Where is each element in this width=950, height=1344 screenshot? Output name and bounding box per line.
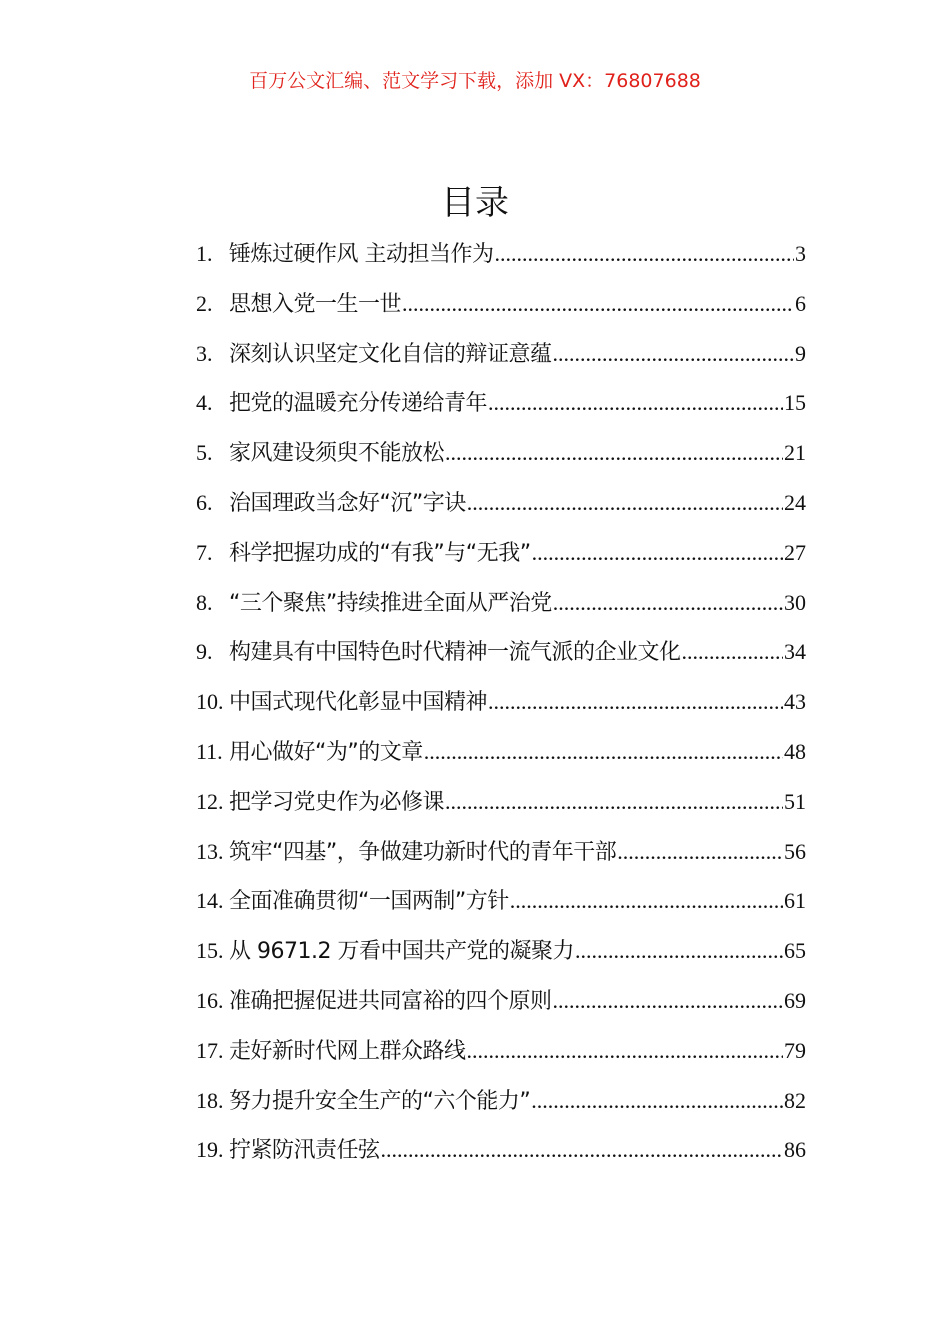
toc-entry-title: 走好新时代网上群众路线 [229, 1038, 466, 1064]
toc-entry-title: 从 9671.2 万看中国共产党的凝聚力 [229, 939, 574, 965]
toc-entry-page: 79 [784, 1037, 806, 1063]
toc-entry[interactable] [196, 581, 806, 631]
toc-entry[interactable] [196, 1079, 806, 1129]
toc-entry-page: 6 [795, 290, 806, 316]
toc-entry[interactable] [196, 381, 806, 431]
toc-entry-number: 6. [196, 489, 213, 515]
toc-entry[interactable] [196, 232, 806, 282]
toc-entry[interactable] [196, 531, 806, 581]
toc-entry-title: 家风建设须臾不能放松 [229, 441, 445, 467]
toc-entry-number: 11. [196, 738, 223, 764]
toc-leader-dots [495, 232, 795, 276]
toc-leader-dots [531, 1079, 783, 1123]
toc-entry-title: 准确把握促进共同富裕的四个原则 [229, 988, 552, 1014]
toc-entry[interactable] [196, 730, 806, 780]
toc-entry-title: 中国式现代化彰显中国精神 [229, 690, 488, 716]
toc-entry-page: 43 [784, 689, 806, 715]
toc-leader-dots [575, 929, 783, 973]
toc-entry-number: 19. [196, 1137, 224, 1163]
toc-entry-page: 27 [784, 539, 806, 565]
toc-entry-title: 科学把握功成的“有我”与“无我” [229, 540, 531, 566]
toc-entry[interactable] [196, 780, 806, 830]
toc-entry-number: 5. [196, 440, 213, 466]
toc-leader-dots [381, 1128, 783, 1172]
toc-entry[interactable] [196, 879, 806, 929]
toc-entry-title: 把学习党史作为必修课 [229, 789, 445, 815]
toc-entry-page: 21 [784, 440, 806, 466]
toc-entry-page: 51 [784, 788, 806, 814]
toc-entry-page: 15 [784, 390, 806, 416]
toc-leader-dots [510, 879, 783, 923]
toc-entry-page: 34 [784, 639, 806, 665]
toc-entry-title: 用心做好“为”的文章 [229, 739, 423, 765]
toc-entry-number: 10. [196, 689, 224, 715]
toc-entry-number: 4. [196, 390, 213, 416]
toc-entry-title: 深刻认识坚定文化自信的辩证意蕴 [229, 341, 552, 367]
toc-entry-page: 56 [784, 838, 806, 864]
toc-entry-title: 治国理政当念好“沉”字诀 [229, 490, 466, 516]
toc-entry-title: 锤炼过硬作风 主动担当作为 [229, 242, 494, 267]
toc-entry-title: 把党的温暖充分传递给青年 [229, 391, 488, 417]
toc-entry[interactable] [196, 830, 806, 880]
toc-entry[interactable] [196, 929, 806, 979]
toc-entry-title: 拧紧防汛责任弦 [229, 1138, 380, 1164]
toc-leader-dots [424, 730, 783, 774]
toc-leader-dots [445, 431, 783, 475]
toc-entry-page: 9 [795, 340, 806, 366]
toc-leader-dots [445, 780, 783, 824]
toc-leader-dots [467, 1029, 783, 1073]
toc-leader-dots [467, 481, 783, 525]
toc-entry-page: 30 [784, 589, 806, 615]
toc-entry[interactable] [196, 680, 806, 730]
toc-entry-number: 18. [196, 1087, 224, 1113]
toc-entry[interactable] [196, 481, 806, 531]
toc-entry[interactable] [196, 332, 806, 382]
toc-entry-page: 69 [784, 987, 806, 1013]
toc-entry-number: 7. [196, 539, 213, 565]
toc-leader-dots [488, 680, 783, 724]
toc-entry[interactable] [196, 1128, 806, 1178]
toc-leader-dots [553, 581, 783, 625]
toc-entry-page: 65 [784, 938, 806, 964]
toc-entry-title: 全面准确贯彻“一国两制”方针 [229, 889, 509, 915]
toc-leader-dots [553, 979, 783, 1023]
toc-entry-number: 16. [196, 987, 224, 1013]
toc-leader-dots [402, 282, 794, 326]
toc-entry-page: 61 [784, 888, 806, 914]
toc-entry-number: 17. [196, 1037, 224, 1063]
toc-entry[interactable] [196, 630, 806, 680]
toc-entry-number: 13. [196, 838, 224, 864]
toc-entry[interactable] [196, 979, 806, 1029]
toc-entry[interactable] [196, 431, 806, 481]
toc-entry-page: 3 [795, 241, 806, 266]
toc-leader-dots [532, 531, 783, 575]
toc-entry-number: 9. [196, 639, 213, 665]
toc-entry-title: “三个聚焦”持续推进全面从严治党 [229, 590, 552, 616]
header-notice: 百万公文汇编、范文学习下载，添加 VX：76807688 [249, 70, 701, 92]
toc-entry-number: 3. [196, 340, 213, 366]
toc-entry-number: 15. [196, 938, 224, 964]
toc-entry-number: 12. [196, 788, 224, 814]
toc-entry-number: 8. [196, 589, 213, 615]
toc-entry-number: 2. [196, 290, 213, 316]
toc-entry[interactable] [196, 1029, 806, 1079]
toc-entry-page: 82 [784, 1087, 806, 1113]
toc-entry-number: 14. [196, 888, 224, 914]
toc-entry-title: 构建具有中国特色时代精神一流气派的企业文化 [229, 640, 681, 666]
toc-entry-page: 24 [784, 489, 806, 515]
toc-title: 目录 [441, 183, 509, 223]
toc-leader-dots [553, 332, 794, 376]
toc-entry-page: 86 [784, 1137, 806, 1163]
toc-leader-dots [617, 830, 783, 874]
toc-entry-title: 筑牢“四基”，争做建功新时代的青年干部 [229, 839, 617, 865]
toc-entry-number: 1. [196, 241, 213, 266]
toc-leader-dots [682, 630, 783, 674]
toc-entry-title: 思想入党一生一世 [229, 291, 402, 317]
toc-leader-dots [488, 381, 783, 425]
table-of-contents [196, 232, 806, 1178]
toc-entry-page: 48 [784, 738, 806, 764]
toc-entry-title: 努力提升安全生产的“六个能力” [229, 1088, 531, 1114]
toc-entry[interactable] [196, 282, 806, 332]
